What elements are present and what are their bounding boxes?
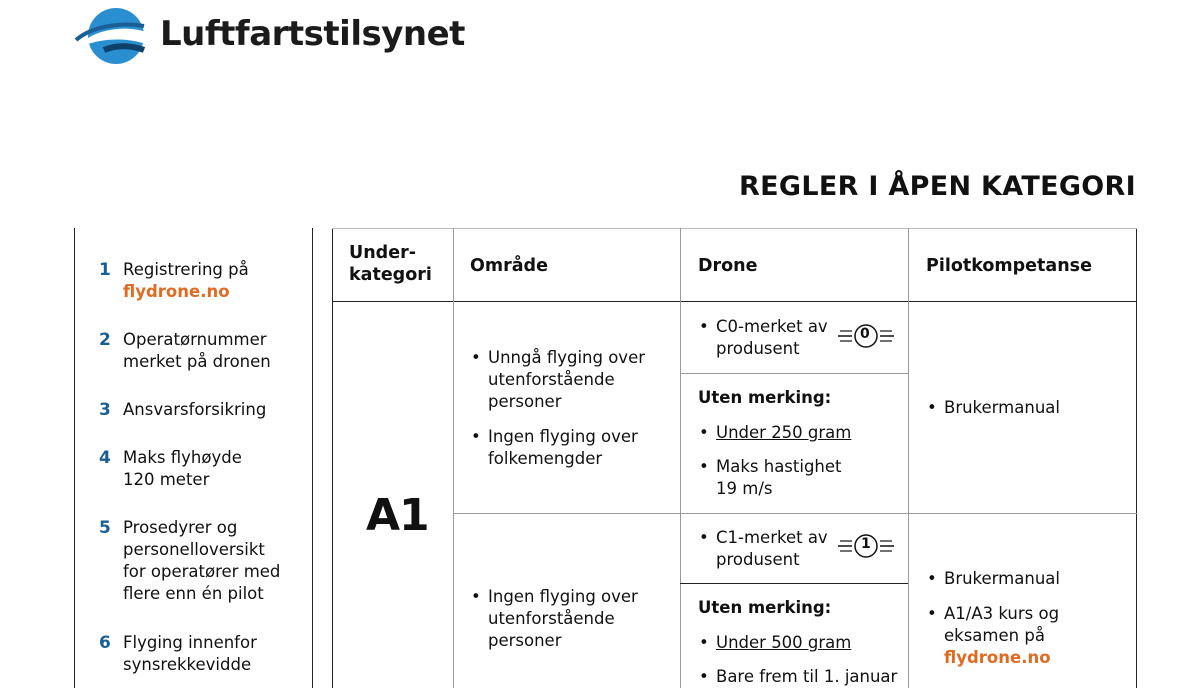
c0-class-mark-icon: 0 (838, 324, 894, 352)
category-label: A1 (366, 490, 429, 541)
rule-text: Prosedyrer og personelloversikt for operatører med flere enn én pilot (123, 518, 281, 603)
pilot-item: • Brukermanual (944, 397, 1060, 419)
rule-number: 6 (99, 633, 111, 653)
unmarked-item: • Maks hastighet 19 m/s (716, 456, 851, 500)
rule-number: 3 (99, 400, 111, 420)
c1-class-mark-icon: 1 (838, 534, 894, 562)
rules-table (332, 228, 1137, 688)
header-pilot: Pilotkompetanse (926, 256, 1092, 276)
area-item: • Ingen flyging over utenforstående personer (488, 586, 668, 652)
rule-number: 1 (99, 260, 111, 280)
drone-marked: • C1-merket av produsent (716, 527, 841, 571)
rules-list (74, 228, 313, 688)
rule-text: Registrering på (123, 260, 249, 279)
unmarked-label: Uten merking: (698, 598, 832, 617)
header-area: Område (470, 256, 548, 276)
unmarked-item: • Bare frem til 1. januar (716, 666, 891, 688)
pilot-item: • A1/A3 kurs og eksamen på flydrone.no (944, 603, 1094, 669)
flydrone-link[interactable]: flydrone.no (944, 648, 1051, 667)
unmarked-item: • Under 500 gram (716, 632, 851, 654)
rule-number: 5 (99, 518, 111, 538)
logo-icon (74, 4, 154, 68)
logo (74, 4, 465, 68)
header-drone: Drone (698, 256, 758, 276)
rule-text: Ansvarsforsikring (123, 400, 267, 419)
header-subcategory: Under-kategori (349, 243, 432, 285)
pilot-item: • Brukermanual (944, 568, 1060, 590)
page-title: REGLER I ÅPEN KATEGORI (739, 171, 1136, 202)
rule-text: Operatørnummer merket på dronen (123, 330, 271, 371)
rule-number: 2 (99, 330, 111, 350)
rule-text: Maks flyhøyde 120 meter (123, 448, 242, 489)
area-item: • Unngå flyging over utenforstående personer (488, 347, 668, 413)
flydrone-link[interactable]: flydrone.no (123, 282, 230, 301)
unmarked-label: Uten merking: (698, 388, 832, 407)
drone-marked: • C0-merket av produsent (716, 316, 841, 360)
unmarked-item: • Under 250 gram (716, 422, 851, 444)
area-item: • Ingen flyging over folkemengder (488, 426, 668, 470)
rule-text: Flyging innenfor synsrekkevidde (123, 633, 257, 674)
rule-number: 4 (99, 448, 111, 468)
logo-text: Luftfartstilsynet (160, 14, 465, 54)
